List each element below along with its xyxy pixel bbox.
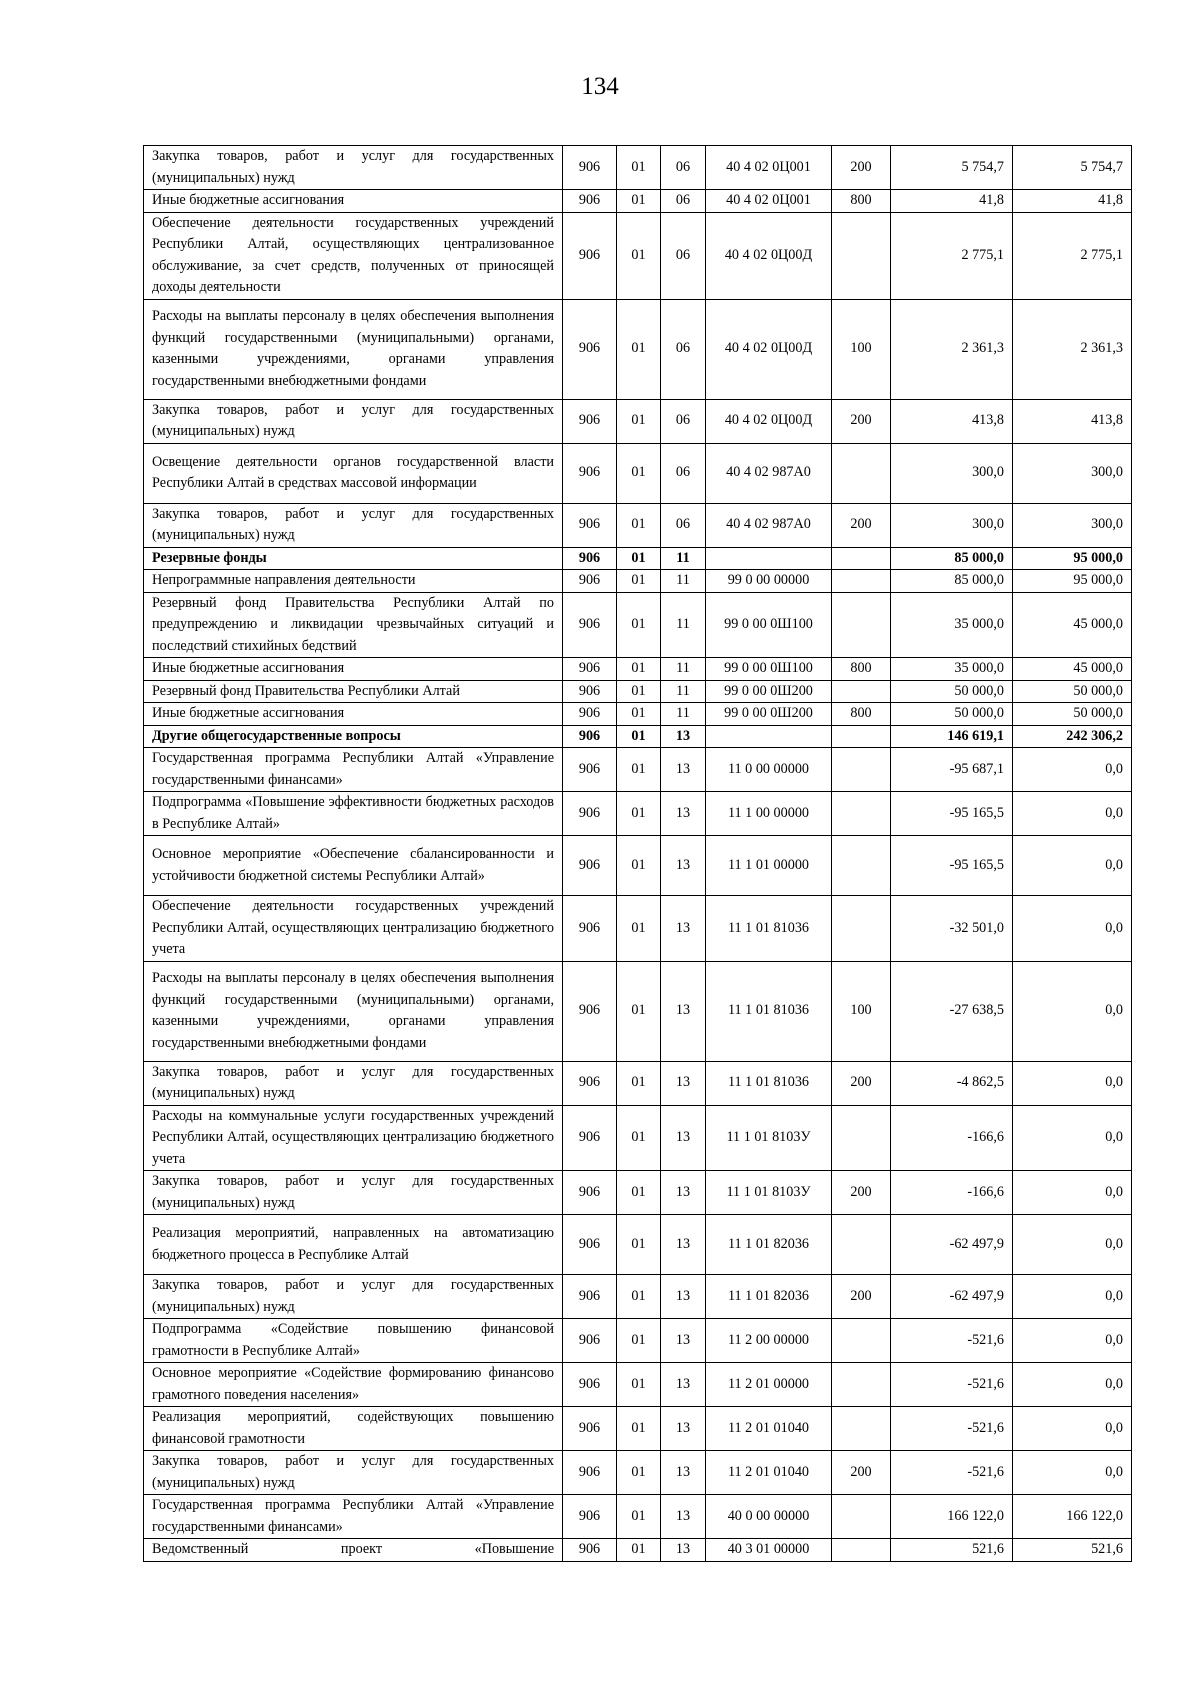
row-name-cell: Основное мероприятие «Содействие формированию финансово грамотного поведения населения» (144, 1363, 563, 1407)
subsection-code-cell: 13 (661, 1275, 706, 1319)
target-article-cell: 99 0 00 0Ш100 (706, 592, 832, 658)
subsection-code-cell: 13 (661, 1495, 706, 1539)
subsection-code-cell: 13 (661, 748, 706, 792)
amount-year1-cell: 50 000,0 (891, 680, 1013, 703)
subsection-code-cell: 13 (661, 961, 706, 1061)
subsection-code-cell: 11 (661, 547, 706, 570)
ministry-code-cell: 906 (563, 1215, 617, 1275)
expense-type-cell (832, 725, 891, 748)
subsection-code-cell: 06 (661, 443, 706, 503)
section-code-cell: 01 (617, 1105, 661, 1171)
amount-year1-cell: 521,6 (891, 1539, 1013, 1562)
ministry-code-cell: 906 (563, 748, 617, 792)
subsection-code-cell: 13 (661, 725, 706, 748)
target-article-cell: 11 1 01 00000 (706, 836, 832, 896)
expense-type-cell: 200 (832, 399, 891, 443)
row-name-cell: Освещение деятельности органов государственной власти Республики Алтай в средствах массовой информации (144, 443, 563, 503)
row-name-cell: Государственная программа Республики Алтай «Управление государственными финансами» (144, 1495, 563, 1539)
table-row (144, 443, 1132, 503)
table-row (144, 399, 1132, 443)
amount-year1-cell: -27 638,5 (891, 961, 1013, 1061)
amount-year1-cell: 85 000,0 (891, 570, 1013, 593)
row-name-cell: Непрограммные направления деятельности (144, 570, 563, 593)
row-name-cell: Закупка товаров, работ и услуг для государственных (муниципальных) нужд (144, 1171, 563, 1215)
subsection-code-cell: 13 (661, 1451, 706, 1495)
target-article-cell: 40 3 01 00000 (706, 1539, 832, 1562)
subsection-code-cell: 11 (661, 570, 706, 593)
section-code-cell: 01 (617, 1319, 661, 1363)
table-row (144, 570, 1132, 593)
ministry-code-cell: 906 (563, 190, 617, 213)
table-row (144, 1495, 1132, 1539)
amount-year2-cell: 95 000,0 (1013, 547, 1132, 570)
section-code-cell: 01 (617, 503, 661, 547)
target-article-cell: 40 4 02 987А0 (706, 443, 832, 503)
expense-type-cell (832, 1539, 891, 1562)
target-article-cell: 40 4 02 0Ц00Д (706, 212, 832, 299)
table-row (144, 792, 1132, 836)
ministry-code-cell: 906 (563, 836, 617, 896)
row-name-cell: Ведомственный проект «Повышение (144, 1539, 563, 1562)
ministry-code-cell: 906 (563, 1539, 617, 1562)
amount-year1-cell: 2 361,3 (891, 299, 1013, 399)
subsection-code-cell: 13 (661, 792, 706, 836)
row-name-cell: Расходы на выплаты персоналу в целях обеспечения выполнения функций государственными (муниципальными) органами, казенными учреждениями, органами управления государственными внебюджетными фондами (144, 299, 563, 399)
subsection-code-cell: 13 (661, 1319, 706, 1363)
section-code-cell: 01 (617, 592, 661, 658)
section-code-cell: 01 (617, 748, 661, 792)
ministry-code-cell: 906 (563, 503, 617, 547)
target-article-cell: 11 1 01 82036 (706, 1215, 832, 1275)
amount-year1-cell: -166,6 (891, 1171, 1013, 1215)
table-row (144, 503, 1132, 547)
section-code-cell: 01 (617, 399, 661, 443)
expense-type-cell (832, 836, 891, 896)
amount-year2-cell: 45 000,0 (1013, 592, 1132, 658)
target-article-cell: 99 0 00 0Ш200 (706, 680, 832, 703)
row-name-cell: Подпрограмма «Повышение эффективности бюджетных расходов в Республике Алтай» (144, 792, 563, 836)
table-row (144, 703, 1132, 726)
subsection-code-cell: 13 (661, 1171, 706, 1215)
expense-type-cell: 800 (832, 658, 891, 681)
row-name-cell: Закупка товаров, работ и услуг для государственных (муниципальных) нужд (144, 1275, 563, 1319)
amount-year2-cell: 300,0 (1013, 503, 1132, 547)
table-row (144, 1061, 1132, 1105)
target-article-cell: 11 1 01 81036 (706, 896, 832, 962)
row-name-cell: Расходы на коммунальные услуги государственных учреждений Республики Алтай, осуществляющих централизацию бюджетного учета (144, 1105, 563, 1171)
table-row (144, 658, 1132, 681)
subsection-code-cell: 11 (661, 658, 706, 681)
expense-type-cell: 200 (832, 1061, 891, 1105)
target-article-cell: 11 1 01 8103У (706, 1105, 832, 1171)
target-article-cell: 40 4 02 987А0 (706, 503, 832, 547)
amount-year2-cell: 0,0 (1013, 1105, 1132, 1171)
expense-type-cell (832, 1495, 891, 1539)
table-row (144, 146, 1132, 190)
table-row (144, 190, 1132, 213)
amount-year1-cell: -95 687,1 (891, 748, 1013, 792)
table-row (144, 961, 1132, 1061)
expense-type-cell: 200 (832, 146, 891, 190)
subsection-code-cell: 13 (661, 1061, 706, 1105)
target-article-cell: 40 4 02 0Ц00Д (706, 299, 832, 399)
section-code-cell: 01 (617, 896, 661, 962)
expense-type-cell (832, 680, 891, 703)
ministry-code-cell: 906 (563, 703, 617, 726)
subsection-code-cell: 13 (661, 1215, 706, 1275)
ministry-code-cell: 906 (563, 146, 617, 190)
table-row (144, 1105, 1132, 1171)
amount-year1-cell: -32 501,0 (891, 896, 1013, 962)
expense-type-cell (832, 570, 891, 593)
target-article-cell: 11 2 00 00000 (706, 1319, 832, 1363)
budget-table (143, 145, 1132, 1562)
subsection-code-cell: 06 (661, 190, 706, 213)
target-article-cell: 11 2 01 01040 (706, 1451, 832, 1495)
amount-year1-cell: -521,6 (891, 1363, 1013, 1407)
amount-year1-cell: -521,6 (891, 1451, 1013, 1495)
subsection-code-cell: 13 (661, 1539, 706, 1562)
target-article-cell: 11 1 01 8103У (706, 1171, 832, 1215)
row-name-cell: Резервные фонды (144, 547, 563, 570)
amount-year2-cell: 166 122,0 (1013, 1495, 1132, 1539)
table-row (144, 212, 1132, 299)
target-article-cell: 40 4 02 0Ц001 (706, 146, 832, 190)
table-row (144, 1171, 1132, 1215)
amount-year2-cell: 0,0 (1013, 792, 1132, 836)
amount-year1-cell: -62 497,9 (891, 1215, 1013, 1275)
target-article-cell: 11 2 01 00000 (706, 1363, 832, 1407)
amount-year2-cell: 5 754,7 (1013, 146, 1132, 190)
amount-year2-cell: 0,0 (1013, 836, 1132, 896)
amount-year1-cell: 41,8 (891, 190, 1013, 213)
amount-year1-cell: 146 619,1 (891, 725, 1013, 748)
amount-year1-cell: -521,6 (891, 1319, 1013, 1363)
target-article-cell: 11 2 01 01040 (706, 1407, 832, 1451)
row-name-cell: Закупка товаров, работ и услуг для государственных (муниципальных) нужд (144, 1451, 563, 1495)
section-code-cell: 01 (617, 725, 661, 748)
ministry-code-cell: 906 (563, 399, 617, 443)
subsection-code-cell: 06 (661, 299, 706, 399)
section-code-cell: 01 (617, 299, 661, 399)
target-article-cell: 11 1 01 81036 (706, 1061, 832, 1105)
section-code-cell: 01 (617, 443, 661, 503)
subsection-code-cell: 13 (661, 896, 706, 962)
row-name-cell: Иные бюджетные ассигнования (144, 190, 563, 213)
row-name-cell: Обеспечение деятельности государственных учреждений Республики Алтай, осуществляющих централизацию бюджетного учета (144, 896, 563, 962)
expense-type-cell (832, 1363, 891, 1407)
amount-year2-cell: 50 000,0 (1013, 680, 1132, 703)
expense-type-cell: 100 (832, 961, 891, 1061)
subsection-code-cell: 13 (661, 836, 706, 896)
amount-year2-cell: 2 775,1 (1013, 212, 1132, 299)
row-name-cell: Государственная программа Республики Алтай «Управление государственными финансами» (144, 748, 563, 792)
amount-year1-cell: 300,0 (891, 503, 1013, 547)
expense-type-cell: 100 (832, 299, 891, 399)
table-row (144, 1451, 1132, 1495)
table-row (144, 299, 1132, 399)
amount-year2-cell: 0,0 (1013, 748, 1132, 792)
row-name-cell: Обеспечение деятельности государственных учреждений Республики Алтай, осуществляющих централизованное обслуживание, за счет средств, полученных от приносящей доходы деятельности (144, 212, 563, 299)
row-name-cell: Закупка товаров, работ и услуг для государственных (муниципальных) нужд (144, 503, 563, 547)
amount-year1-cell: -95 165,5 (891, 792, 1013, 836)
expense-type-cell: 200 (832, 1275, 891, 1319)
subsection-code-cell: 11 (661, 680, 706, 703)
table-row (144, 1319, 1132, 1363)
ministry-code-cell: 906 (563, 443, 617, 503)
ministry-code-cell: 906 (563, 725, 617, 748)
row-name-cell: Резервный фонд Правительства Республики Алтай по предупреждению и ликвидации чрезвычайных ситуаций и последствий стихийных бедствий (144, 592, 563, 658)
ministry-code-cell: 906 (563, 1407, 617, 1451)
table-row (144, 1363, 1132, 1407)
ministry-code-cell: 906 (563, 658, 617, 681)
budget-table-body (144, 146, 1132, 1562)
amount-year2-cell: 0,0 (1013, 1363, 1132, 1407)
ministry-code-cell: 906 (563, 570, 617, 593)
table-row (144, 748, 1132, 792)
row-name-cell: Закупка товаров, работ и услуг для государственных (муниципальных) нужд (144, 1061, 563, 1105)
amount-year2-cell: 0,0 (1013, 1451, 1132, 1495)
section-code-cell: 01 (617, 1275, 661, 1319)
expense-type-cell: 200 (832, 1451, 891, 1495)
table-row (144, 896, 1132, 962)
ministry-code-cell: 906 (563, 680, 617, 703)
section-code-cell: 01 (617, 1451, 661, 1495)
subsection-code-cell: 11 (661, 592, 706, 658)
section-code-cell: 01 (617, 703, 661, 726)
ministry-code-cell: 906 (563, 1275, 617, 1319)
amount-year2-cell: 0,0 (1013, 1407, 1132, 1451)
ministry-code-cell: 906 (563, 1171, 617, 1215)
section-code-cell: 01 (617, 961, 661, 1061)
table-row (144, 1407, 1132, 1451)
section-code-cell: 01 (617, 680, 661, 703)
section-code-cell: 01 (617, 1539, 661, 1562)
amount-year2-cell: 0,0 (1013, 896, 1132, 962)
amount-year2-cell: 0,0 (1013, 1319, 1132, 1363)
amount-year2-cell: 50 000,0 (1013, 703, 1132, 726)
expense-type-cell: 200 (832, 1171, 891, 1215)
target-article-cell: 11 1 00 00000 (706, 792, 832, 836)
ministry-code-cell: 906 (563, 1061, 617, 1105)
section-code-cell: 01 (617, 1061, 661, 1105)
section-code-cell: 01 (617, 146, 661, 190)
amount-year2-cell: 242 306,2 (1013, 725, 1132, 748)
subsection-code-cell: 06 (661, 399, 706, 443)
section-code-cell: 01 (617, 212, 661, 299)
amount-year2-cell: 521,6 (1013, 1539, 1132, 1562)
subsection-code-cell: 06 (661, 146, 706, 190)
ministry-code-cell: 906 (563, 792, 617, 836)
expense-type-cell (832, 748, 891, 792)
subsection-code-cell: 06 (661, 503, 706, 547)
ministry-code-cell: 906 (563, 961, 617, 1061)
amount-year1-cell: -95 165,5 (891, 836, 1013, 896)
target-article-cell: 40 4 02 0Ц00Д (706, 399, 832, 443)
expense-type-cell (832, 1319, 891, 1363)
amount-year1-cell: 413,8 (891, 399, 1013, 443)
section-code-cell: 01 (617, 836, 661, 896)
section-code-cell: 01 (617, 1495, 661, 1539)
table-row (144, 836, 1132, 896)
amount-year2-cell: 0,0 (1013, 1215, 1132, 1275)
section-code-cell: 01 (617, 1407, 661, 1451)
section-code-cell: 01 (617, 547, 661, 570)
amount-year1-cell: 300,0 (891, 443, 1013, 503)
target-article-cell: 40 0 00 00000 (706, 1495, 832, 1539)
ministry-code-cell: 906 (563, 1105, 617, 1171)
ministry-code-cell: 906 (563, 1495, 617, 1539)
amount-year1-cell: 2 775,1 (891, 212, 1013, 299)
section-code-cell: 01 (617, 190, 661, 213)
row-name-cell: Основное мероприятие «Обеспечение сбалансированности и устойчивости бюджетной системы Республики Алтай» (144, 836, 563, 896)
amount-year1-cell: -4 862,5 (891, 1061, 1013, 1105)
subsection-code-cell: 13 (661, 1407, 706, 1451)
table-row (144, 1215, 1132, 1275)
expense-type-cell (832, 547, 891, 570)
expense-type-cell (832, 592, 891, 658)
row-name-cell: Расходы на выплаты персоналу в целях обеспечения выполнения функций государственными (муниципальными) органами, казенными учреждениями, органами управления государственными внебюджетными фондами (144, 961, 563, 1061)
target-article-cell: 11 0 00 00000 (706, 748, 832, 792)
section-code-cell: 01 (617, 1215, 661, 1275)
amount-year1-cell: -62 497,9 (891, 1275, 1013, 1319)
expense-type-cell: 200 (832, 503, 891, 547)
page-number: 134 (581, 73, 619, 100)
row-name-cell: Закупка товаров, работ и услуг для государственных (муниципальных) нужд (144, 399, 563, 443)
row-name-cell: Реализация мероприятий, направленных на автоматизацию бюджетного процесса в Республике Алтай (144, 1215, 563, 1275)
target-article-cell: 11 1 01 81036 (706, 961, 832, 1061)
table-row (144, 725, 1132, 748)
target-article-cell: 99 0 00 0Ш200 (706, 703, 832, 726)
expense-type-cell (832, 896, 891, 962)
expense-type-cell (832, 1105, 891, 1171)
target-article-cell: 11 1 01 82036 (706, 1275, 832, 1319)
row-name-cell: Иные бюджетные ассигнования (144, 703, 563, 726)
section-code-cell: 01 (617, 570, 661, 593)
target-article-cell (706, 725, 832, 748)
table-row (144, 680, 1132, 703)
subsection-code-cell: 06 (661, 212, 706, 299)
row-name-cell: Резервный фонд Правительства Республики Алтай (144, 680, 563, 703)
amount-year1-cell: 35 000,0 (891, 592, 1013, 658)
amount-year1-cell: -521,6 (891, 1407, 1013, 1451)
ministry-code-cell: 906 (563, 1363, 617, 1407)
row-name-cell: Реализация мероприятий, содействующих повышению финансовой грамотности (144, 1407, 563, 1451)
expense-type-cell (832, 212, 891, 299)
amount-year1-cell: -166,6 (891, 1105, 1013, 1171)
row-name-cell: Иные бюджетные ассигнования (144, 658, 563, 681)
section-code-cell: 01 (617, 1363, 661, 1407)
expense-type-cell (832, 792, 891, 836)
amount-year2-cell: 0,0 (1013, 1275, 1132, 1319)
amount-year1-cell: 35 000,0 (891, 658, 1013, 681)
ministry-code-cell: 906 (563, 1451, 617, 1495)
ministry-code-cell: 906 (563, 212, 617, 299)
ministry-code-cell: 906 (563, 547, 617, 570)
target-article-cell: 99 0 00 0Ш100 (706, 658, 832, 681)
amount-year1-cell: 50 000,0 (891, 703, 1013, 726)
target-article-cell (706, 547, 832, 570)
table-row (144, 592, 1132, 658)
section-code-cell: 01 (617, 792, 661, 836)
target-article-cell: 99 0 00 00000 (706, 570, 832, 593)
ministry-code-cell: 906 (563, 592, 617, 658)
table-row (144, 1275, 1132, 1319)
amount-year2-cell: 0,0 (1013, 1171, 1132, 1215)
amount-year1-cell: 166 122,0 (891, 1495, 1013, 1539)
section-code-cell: 01 (617, 1171, 661, 1215)
amount-year2-cell: 0,0 (1013, 1061, 1132, 1105)
row-name-cell: Закупка товаров, работ и услуг для государственных (муниципальных) нужд (144, 146, 563, 190)
expense-type-cell (832, 1407, 891, 1451)
table-row (144, 1539, 1132, 1562)
amount-year1-cell: 85 000,0 (891, 547, 1013, 570)
amount-year2-cell: 0,0 (1013, 961, 1132, 1061)
subsection-code-cell: 11 (661, 703, 706, 726)
amount-year2-cell: 95 000,0 (1013, 570, 1132, 593)
row-name-cell: Другие общегосударственные вопросы (144, 725, 563, 748)
expense-type-cell (832, 443, 891, 503)
subsection-code-cell: 13 (661, 1363, 706, 1407)
row-name-cell: Подпрограмма «Содействие повышению финансовой грамотности в Республике Алтай» (144, 1319, 563, 1363)
amount-year2-cell: 41,8 (1013, 190, 1132, 213)
expense-type-cell: 800 (832, 190, 891, 213)
amount-year2-cell: 2 361,3 (1013, 299, 1132, 399)
ministry-code-cell: 906 (563, 896, 617, 962)
ministry-code-cell: 906 (563, 1319, 617, 1363)
ministry-code-cell: 906 (563, 299, 617, 399)
subsection-code-cell: 13 (661, 1105, 706, 1171)
amount-year1-cell: 5 754,7 (891, 146, 1013, 190)
section-code-cell: 01 (617, 658, 661, 681)
table-row (144, 547, 1132, 570)
amount-year2-cell: 45 000,0 (1013, 658, 1132, 681)
expense-type-cell (832, 1215, 891, 1275)
expense-type-cell: 800 (832, 703, 891, 726)
target-article-cell: 40 4 02 0Ц001 (706, 190, 832, 213)
amount-year2-cell: 300,0 (1013, 443, 1132, 503)
amount-year2-cell: 413,8 (1013, 399, 1132, 443)
